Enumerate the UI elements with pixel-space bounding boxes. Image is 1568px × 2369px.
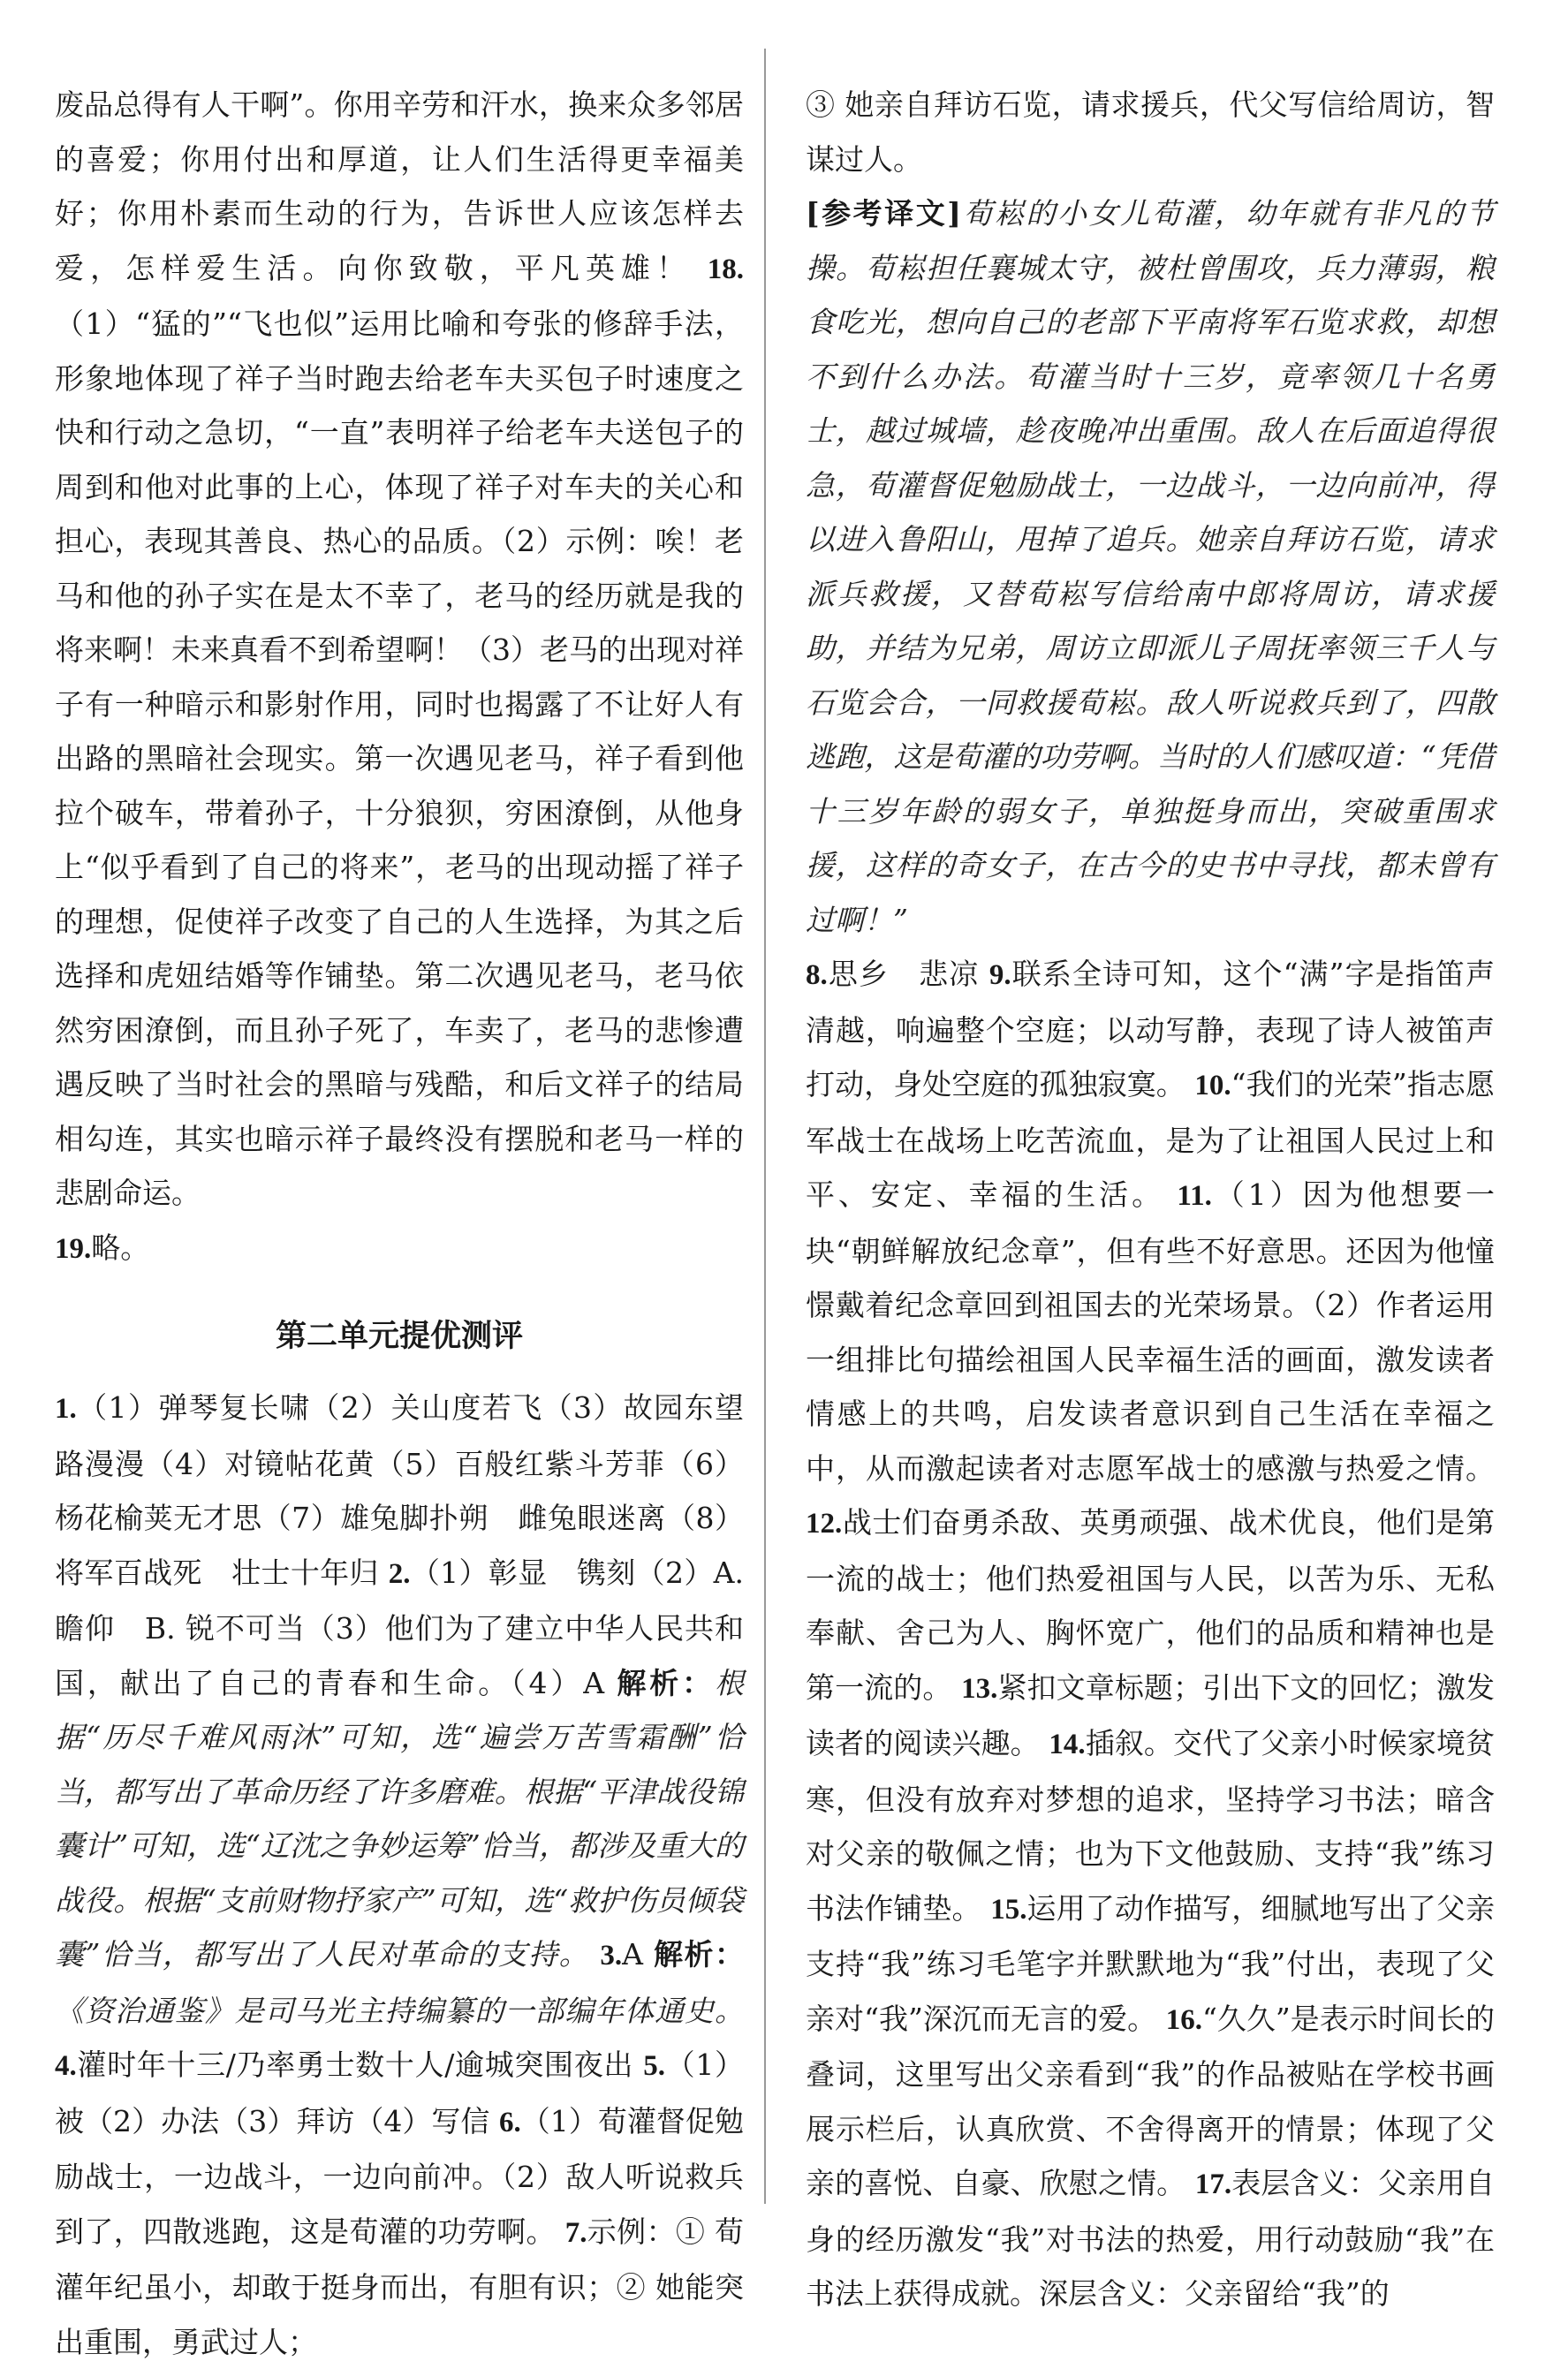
q7-continued: ③ 她亲自拜访石览，请求援兵，代父写信给周访，智谋过人。 [806,87,1495,177]
q2-number: 2. [388,1557,411,1590]
q9-answer: 联系全诗可知，这个“满”字是指笛声清越，响遍整个空庭；以动写静，表现了诗人被笛声打动，身处空庭的孤独寂寞。 [806,957,1495,1101]
q4-number: 4. [55,2050,77,2082]
q11-number: 11. [1177,1180,1212,1212]
paragraph [806,78,1495,186]
q3-number: 3. [600,1940,623,1972]
q12-answer: 战士们奋勇杀敌、英勇顽强、战术优良，他们是第一流的战士；他们热爱祖国与人民，以苦为乐、无私奉献、舍己为人、胸怀宽广，他们的品质和精神也是第一流的。 [806,1505,1495,1705]
q3-analysis: 《资治通鉴》是司马光主持编纂的一部编年体通史。 [55,1993,744,2028]
q18-answer: （1）“猛的”“飞也似”运用比喻和夸张的修辞手法，形象地体现了祥子当时跑去给老车夫买包子时速度之快和行动之急切，“一直”表明祥子给老车夫送包子的周到和他对此事的上心，体现了祥子对车夫的关心和担心，表现其善良、热心的品质。（2）示例：唉！老马和他的孙子实在是太不幸了，老马的经历就是我的将来啊！未来真看不到希望啊！（3）老马的出现对祥子有一种暗示和影射作用，同时也揭露了不让好人有出路的黑暗社会现实。第一次遇见老马，祥子看到他拉个破车，带着孙子，十分狼狈，穷困潦倒，从他身上“似乎看到了自己的将来”，老马的出现动摇了祥子的理想，促使祥子改变了自己的人生选择，为其之后选择和虎妞结婚等作铺垫。第二次遇见老马，老马依然穷困潦倒，而且孙子死了，车卖了，老马的悲惨遭遇反映了当时社会的黑暗与残酷，和后文祥子的结局相勾连，其实也暗示祥子最终没有摆脱和老马一样的悲剧命运。 [55,307,744,1210]
q17-number: 17. [1194,2168,1232,2200]
q16-answer: “久久”是表示时间长的叠词，这里写出父亲看到“我”的作品被贴在学校书画展示栏后，认真欣赏、不舍得离开的情景；体现了父亲的喜悦、自豪、欣慰之情。 [806,2001,1495,2200]
q7-answer: 示例：① 荀灌年纪虽小，却敢于挺身而出，有胆有识；② 她能突出重围，勇武过人； [55,2214,744,2359]
q7-number: 7. [564,2216,587,2249]
left-intro-text: 废品总得有人干啊”。你用辛劳和汗水，换来众多邻居的喜爱；你用付出和厚道，让人们生活得更幸福美好；你用朴素而生动的行为，告诉世人应该怎样去爱，怎样爱生活。向你致敬，平凡英雄！ [55,87,744,285]
q17-answer: 表层含义：父亲用自身的经历激发“我”对书法的热爱，用行动鼓励“我”在书法上获得成就。深层含义：父亲留给“我”的 [806,2166,1496,2311]
q13-answer: 紧扣文章标题；引出下文的回忆；激发读者的阅读兴趣。 [806,1669,1496,1760]
paragraph [55,78,744,1221]
q5-answer: （1）被（2）办法（3）拜访（4）写信 [55,2047,744,2138]
q11-answer: （1）因为他想要一块“朝鲜解放纪念章”，但有些不好意思。还因为他憧憬戴着纪念章回到祖国去的光荣场景。（2）作者运用一组排比句描绘祖国人民幸福生活的画面，激发读者情感上的共鸣，启发读者意识到自己生活在幸福之中，从而激起读者对志愿军战士的感激与热爱之情。 [806,1177,1496,1486]
q13-number: 13. [961,1672,998,1705]
q2-analysis-label: 解析： [617,1665,716,1700]
reference-translation-label: [参考译文] [806,196,961,231]
q10-answer: “我们的光荣”指志愿军战士在战场上吃苦流血，是为了让祖国人民过上和平、安定、幸福的生活。 [806,1067,1496,1212]
q8-number: 8. [806,959,828,991]
q19-answer: 略。 [91,1230,150,1265]
q6-number: 6. [499,2106,521,2138]
q12-number: 12. [806,1508,843,1540]
q2-analysis: 根据“历尽千难风雨沐”可知，选“遍尝万苦雪霜酬”恰当，都写出了革命历经了许多磨难。根据“平津战役锦囊计”可知，选“辽沈之争妙运筹”恰当，都涉及重大的战役。根据“支前财物抒家产”可知，选“救护伤员倾袋囊”恰当，都写出了人民对革命的支持。 [55,1665,745,1972]
q1-number: 1. [55,1393,77,1425]
q6-answer: （1）荀灌督促勉励战士，一边战斗，一边向前冲。（2）敌人听说救兵到了，四散逃跑，这是荀灌的功劳啊。 [55,2103,744,2249]
q16-number: 16. [1165,2003,1202,2036]
q19-number: 19. [55,1232,92,1265]
q3-analysis-label: 解析： [653,1937,744,1972]
q15-answer: 运用了动作描写，细腻地写出了父亲支持“我”练习毛笔字并默默地为“我”付出，表现了父亲对“我”深沉而无言的爱。 [806,1890,1496,2036]
q5-number: 5. [643,2050,665,2082]
q10-number: 10. [1194,1070,1231,1101]
paragraph [806,947,1495,2321]
q18-number: 18. [707,253,744,285]
q14-number: 14. [1049,1729,1086,1760]
q2-answer: （1）彰显 镌刻（2）A. 瞻仰 B. 锐不可当（3）他们为了建立中华人民共和国，献出了自己的青春和生命。（4）A [55,1555,744,1700]
paragraph [55,1221,744,1277]
left-column [55,78,744,2369]
q1-answer: （1）弹琴复长啸（2）关山度若飞（3）故园东望路漫漫（4）对镜帖花黄（5）百般红紫斗芳菲（6）杨花榆荚无才思（7）雄兔脚扑朔 雌兔眼迷离（8）将军百战死 壮士十年归 [55,1390,744,1590]
section-heading: 第二单元提优测评 [275,1319,523,1354]
q4-answer: 灌时年十三/乃率勇士数十人/逾城突围夜出 [76,2047,634,2082]
q8-answer: 思乡 悲凉 [827,957,980,991]
paragraph [55,1381,744,2369]
q9-number: 9. [989,959,1011,991]
right-column [806,78,1495,2321]
q14-answer: 插叙。交代了父亲小时候家境贫寒，但没有放弃对梦想的追求，坚持学习书法；暗含对父亲的敬佩之情；也为下文他鼓励、支持“我”练习书法作铺垫。 [806,1726,1496,1926]
q15-number: 15. [990,1893,1027,1926]
reference-translation: 荀崧的小女儿荀灌，幼年就有非凡的节操。荀崧担任襄城太守，被杜曾围攻，兵力薄弱，粮食吃光，想向自己的老部下平南将军石览求救，却想不到什么办法。荀灌当时十三岁，竟率领几十名勇士，越过城墙，趁夜晚冲出重围。敌人在后面追得很急，荀灌督促勉励战士，一边战斗，一边向前冲，得以进入鲁阳山，甩掉了追兵。她亲自拜访石览，请求派兵救援，又替荀崧写信给南中郎将周访，请求援助，并结为兄弟，周访立即派儿子周抚率领三千人与石览会合，一同救援荀崧。敌人听说救兵到了，四散逃跑，这是荀灌的功劳啊。当时的人们感叹道：“凭借十三岁年龄的弱女子，单独挺身而出，突破重围求援，这样的奇女子，在古今的史书中寻找，都未曾有过啊！” [806,196,1495,937]
paragraph [806,186,1495,947]
q3-answer: A [622,1937,643,1972]
column-divider [764,49,766,2204]
